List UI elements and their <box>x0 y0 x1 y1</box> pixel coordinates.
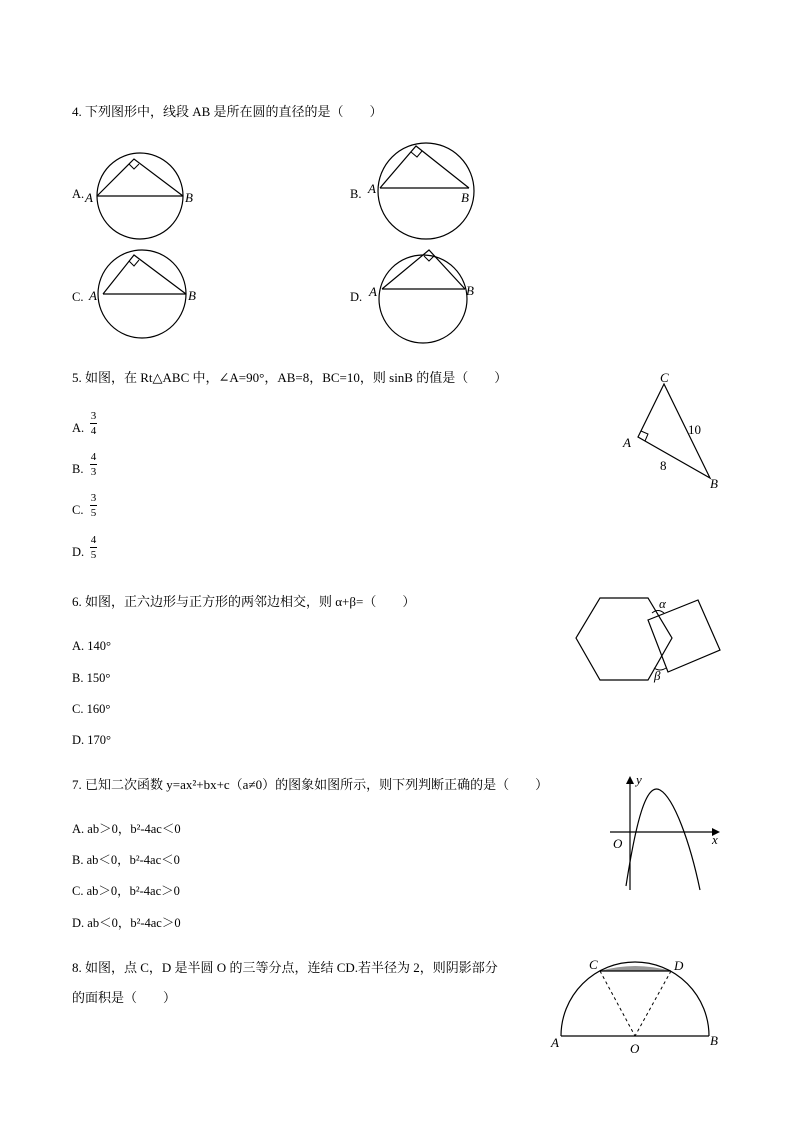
q5-side-ab: 8 <box>660 458 667 473</box>
q8-point-c: C <box>589 957 598 972</box>
q5-option-a-label: A. <box>72 421 85 435</box>
q8-point-b: B <box>710 1033 718 1048</box>
q7-origin-label: O <box>613 836 623 851</box>
q4-stem: 4. 下列图形中，线段 AB 是所在圆的直径的是（ ） <box>72 104 383 119</box>
q4-figure-d <box>366 246 486 346</box>
q5-triangle-figure <box>618 370 728 490</box>
q8-point-o: O <box>630 1041 640 1056</box>
q4-option-b-label: B. <box>350 187 362 201</box>
q5-option-c-label: C. <box>72 503 84 517</box>
q6-option-d: D. 170° <box>72 733 112 747</box>
q8-point-a: A <box>551 1035 559 1050</box>
q5-b-numerator: 4 <box>90 451 97 463</box>
q4-figure-b <box>366 142 486 242</box>
q5-side-bc: 10 <box>688 422 701 437</box>
q7-option-d: D. ab＜0，b²-4ac＞0 <box>72 916 181 930</box>
q4-a-point-b: B <box>185 190 193 205</box>
q5-point-c: C <box>660 370 669 385</box>
q5-c-numerator: 3 <box>90 492 97 504</box>
q6-beta-label: β <box>654 668 661 683</box>
q5-option-c-fraction <box>90 492 97 519</box>
q4-c-point-b: B <box>188 288 196 303</box>
q5-option-a-fraction <box>90 410 97 437</box>
q4-option-c-label: C. <box>72 290 84 304</box>
q4-figure-c <box>86 248 196 348</box>
q5-point-a: A <box>623 435 631 450</box>
q7-parabola-figure <box>604 772 734 892</box>
q8-point-d: D <box>674 958 684 973</box>
q4-b-point-a: A <box>368 181 376 196</box>
q5-option-d-label: D. <box>72 545 85 559</box>
q6-alpha-label: α <box>659 596 666 611</box>
q5-a-denominator: 4 <box>90 425 97 437</box>
q4-d-point-a: A <box>369 284 377 299</box>
q4-option-a-label: A. <box>72 187 85 201</box>
q6-option-a: A. 140° <box>72 639 112 653</box>
q4-b-point-b: B <box>461 190 469 205</box>
q7-x-axis-label: x <box>712 832 718 847</box>
q5-option-b-fraction <box>90 451 97 478</box>
q4-option-d-label: D. <box>350 290 363 304</box>
q5-stem: 5. 如图，在 Rt△ABC 中，∠A=90°，AB=8，BC=10，则 sinB 的值是（ ） <box>72 370 508 385</box>
q8-stem-line2: 的面积是（ ） <box>72 990 177 1005</box>
q7-option-b: B. ab＜0，b²-4ac＜0 <box>72 853 180 867</box>
q6-hexagon-square-figure <box>572 592 732 692</box>
q4-a-point-a: A <box>85 190 93 205</box>
q4-d-point-b: B <box>466 283 474 298</box>
q4-c-point-a: A <box>89 288 97 303</box>
q6-option-c: C. 160° <box>72 702 111 716</box>
q7-option-c: C. ab＞0，b²-4ac＞0 <box>72 884 180 898</box>
q5-point-b: B <box>710 476 718 491</box>
q5-c-denominator: 5 <box>90 507 97 519</box>
q7-y-axis-label: y <box>636 772 642 787</box>
q5-d-numerator: 4 <box>90 534 97 546</box>
q5-a-numerator: 3 <box>90 410 97 422</box>
q5-option-b-label: B. <box>72 462 84 476</box>
q5-b-denominator: 3 <box>90 466 97 478</box>
q6-stem: 6. 如图，正六边形与正方形的两邻边相交，则 α+β=（ ） <box>72 594 416 609</box>
q6-option-b: B. 150° <box>72 671 111 685</box>
q4-figure-a <box>86 150 196 240</box>
q8-stem-line1: 8. 如图，点 C，D 是半圆 O 的三等分点，连结 CD.若半径为 2，则阴影部分 <box>72 960 498 975</box>
q5-d-denominator: 5 <box>90 549 97 561</box>
q8-semicircle-figure <box>548 958 728 1058</box>
q7-option-a: A. ab＞0，b²-4ac＜0 <box>72 822 181 836</box>
q7-stem: 7. 已知二次函数 y=ax²+bx+c（a≠0）的图象如图所示，则下列判断正确的是（ ） <box>72 777 549 792</box>
q5-option-d-fraction <box>90 534 97 561</box>
